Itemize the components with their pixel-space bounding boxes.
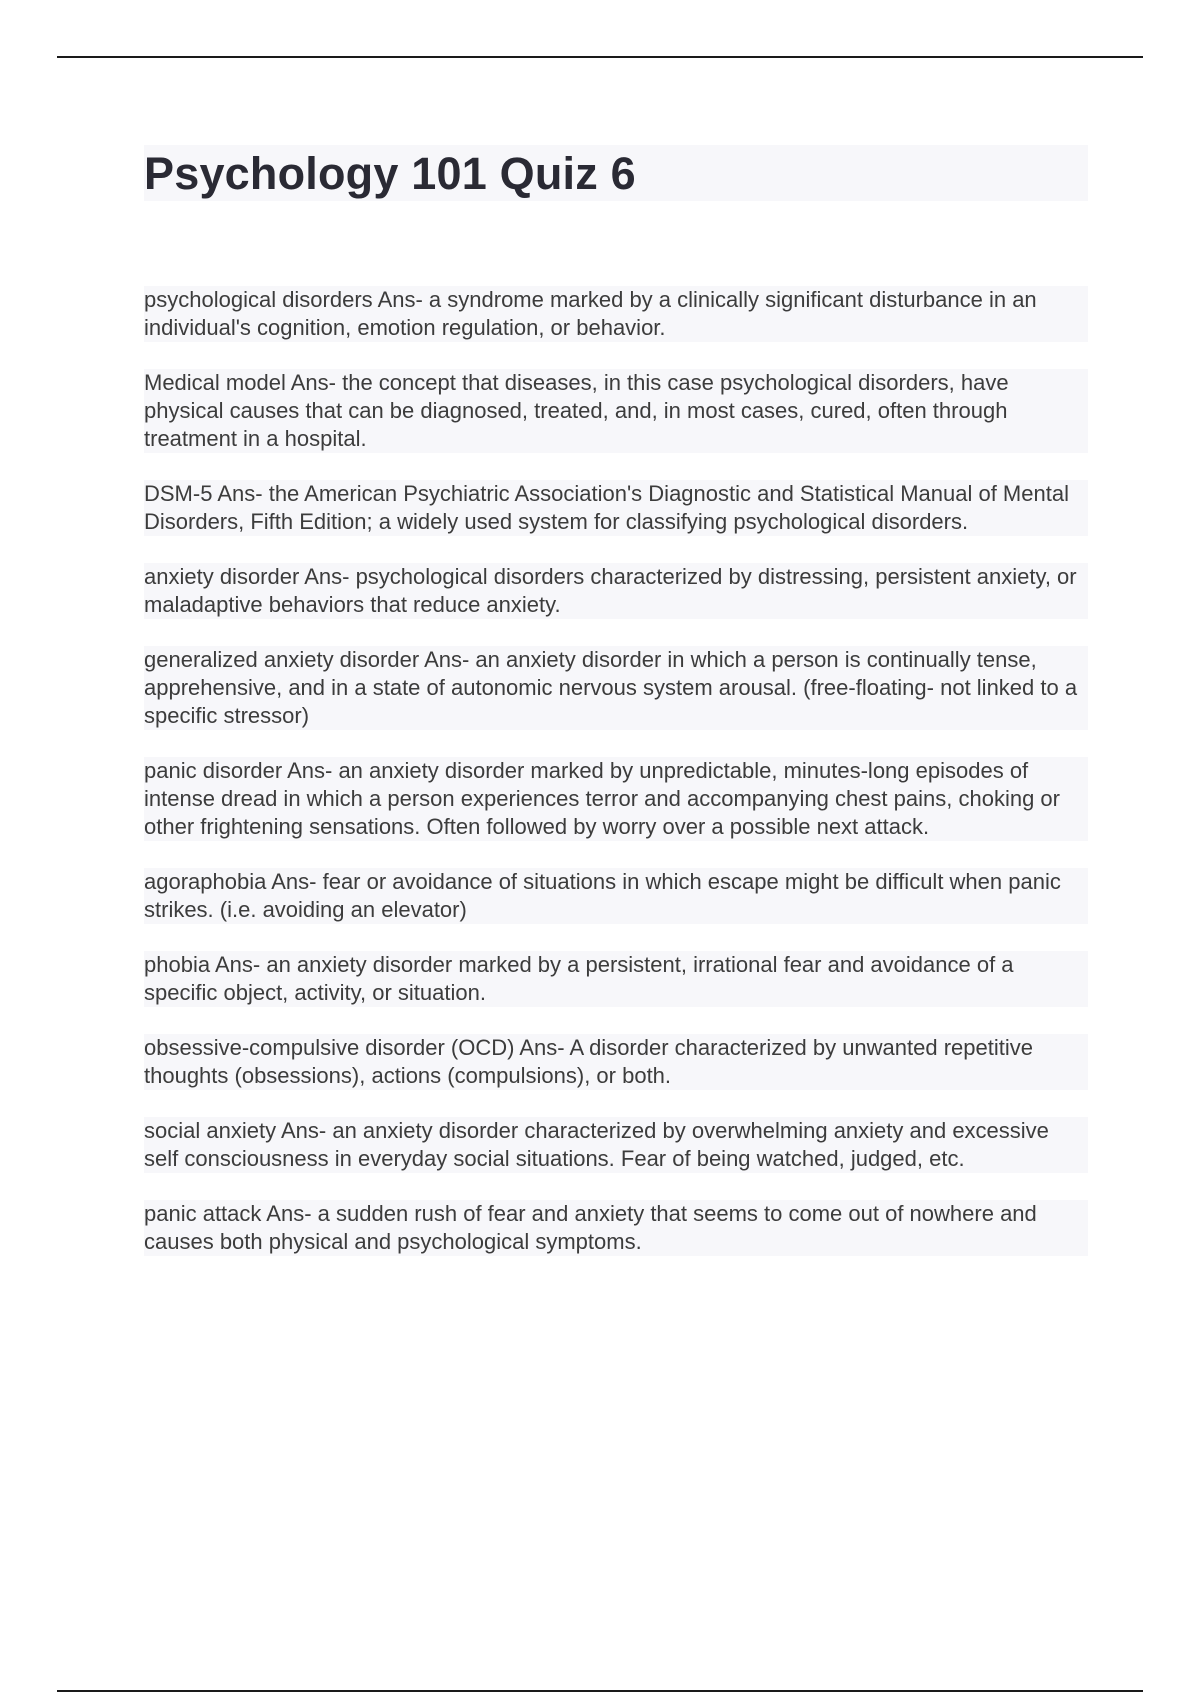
term-definition: A disorder characterized by unwanted repetitive thoughts (obsessions), actions (compulsions), or both. [144,1035,1033,1088]
term-word: agoraphobia [144,869,267,894]
term-word: anxiety disorder [144,564,300,589]
answer-separator: Ans- [514,1035,570,1060]
answer-separator: Ans- [282,758,339,783]
term-definition: a syndrome marked by a clinically significant disturbance in an individual's cognition, emotion regulation, or behavior. [144,287,1037,340]
term-word: panic disorder [144,758,283,783]
answer-separator: Ans- [276,1118,333,1143]
term-entry [144,646,1088,730]
top-rule [57,56,1143,58]
term-entry [144,563,1088,619]
term-definition: the American Psychiatric Association's Diagnostic and Statistical Manual of Mental Disorders, Fifth Edition; a widely used system for classifying psychological disorders. [144,481,1069,534]
term-entry [144,1117,1088,1173]
term-definition: an anxiety disorder characterized by overwhelming anxiety and excessive self consciousness in everyday social situations. Fear of being watched, judged, etc. [144,1118,1049,1171]
term-entry [144,868,1088,924]
term-definition: an anxiety disorder marked by a persistent, irrational fear and avoidance of a specific object, activity, or situation. [144,952,1014,1005]
term-definition: the concept that diseases, in this case psychological disorders, have physical causes that can be diagnosed, treated, and, in most cases, cured, often through treatment in a hospital. [144,370,1009,451]
answer-separator: Ans- [372,287,429,312]
term-word: social anxiety [144,1118,277,1143]
term-entry [144,369,1088,453]
term-definition: an anxiety disorder marked by unpredictable, minutes-long episodes of intense dread in which a person experiences terror and accompanying chest pains, choking or other frightening sensations. Often followed by worry over a possible next attack. [144,758,1060,839]
term-word: phobia [144,952,211,977]
page-title: Psychology 101 Quiz 6 [144,147,636,199]
answer-separator: Ans- [212,481,269,506]
term-word: psychological disorders [144,287,373,312]
term-definition: psychological disorders characterized by distressing, persistent anxiety, or maladaptive behaviors that reduce anxiety. [144,564,1077,617]
term-definition: a sudden rush of fear and anxiety that seems to come out of nowhere and causes both physical and psychological symptoms. [144,1201,1037,1254]
answer-separator: Ans- [285,370,343,395]
term-entry [144,1034,1088,1090]
term-word: Medical model [144,370,286,395]
answer-separator: Ans- [261,1201,318,1226]
bottom-rule [57,1690,1143,1692]
answer-separator: Ans- [266,869,323,894]
document-body [144,145,1088,1283]
term-word: obsessive-compulsive disorder (OCD) [144,1035,515,1060]
term-entry [144,286,1088,342]
term-definition: an anxiety disorder in which a person is continually tense, apprehensive, and in a state of autonomic nervous system arousal. (free-floating- not linked to a specific stressor) [144,647,1078,728]
answer-separator: Ans- [299,564,356,589]
answer-separator: Ans- [210,952,267,977]
term-word: DSM-5 [144,481,213,506]
term-entry [144,757,1088,841]
term-entry [144,951,1088,1007]
term-word: panic attack [144,1201,262,1226]
term-entry [144,1200,1088,1256]
term-definition: fear or avoidance of situations in which escape might be difficult when panic strikes. (i.e. avoiding an elevator) [144,869,1061,922]
answer-separator: Ans- [419,647,476,672]
title-band [144,145,1088,201]
term-entry [144,480,1088,536]
terms-list [144,286,1088,1256]
term-word: generalized anxiety disorder [144,647,420,672]
